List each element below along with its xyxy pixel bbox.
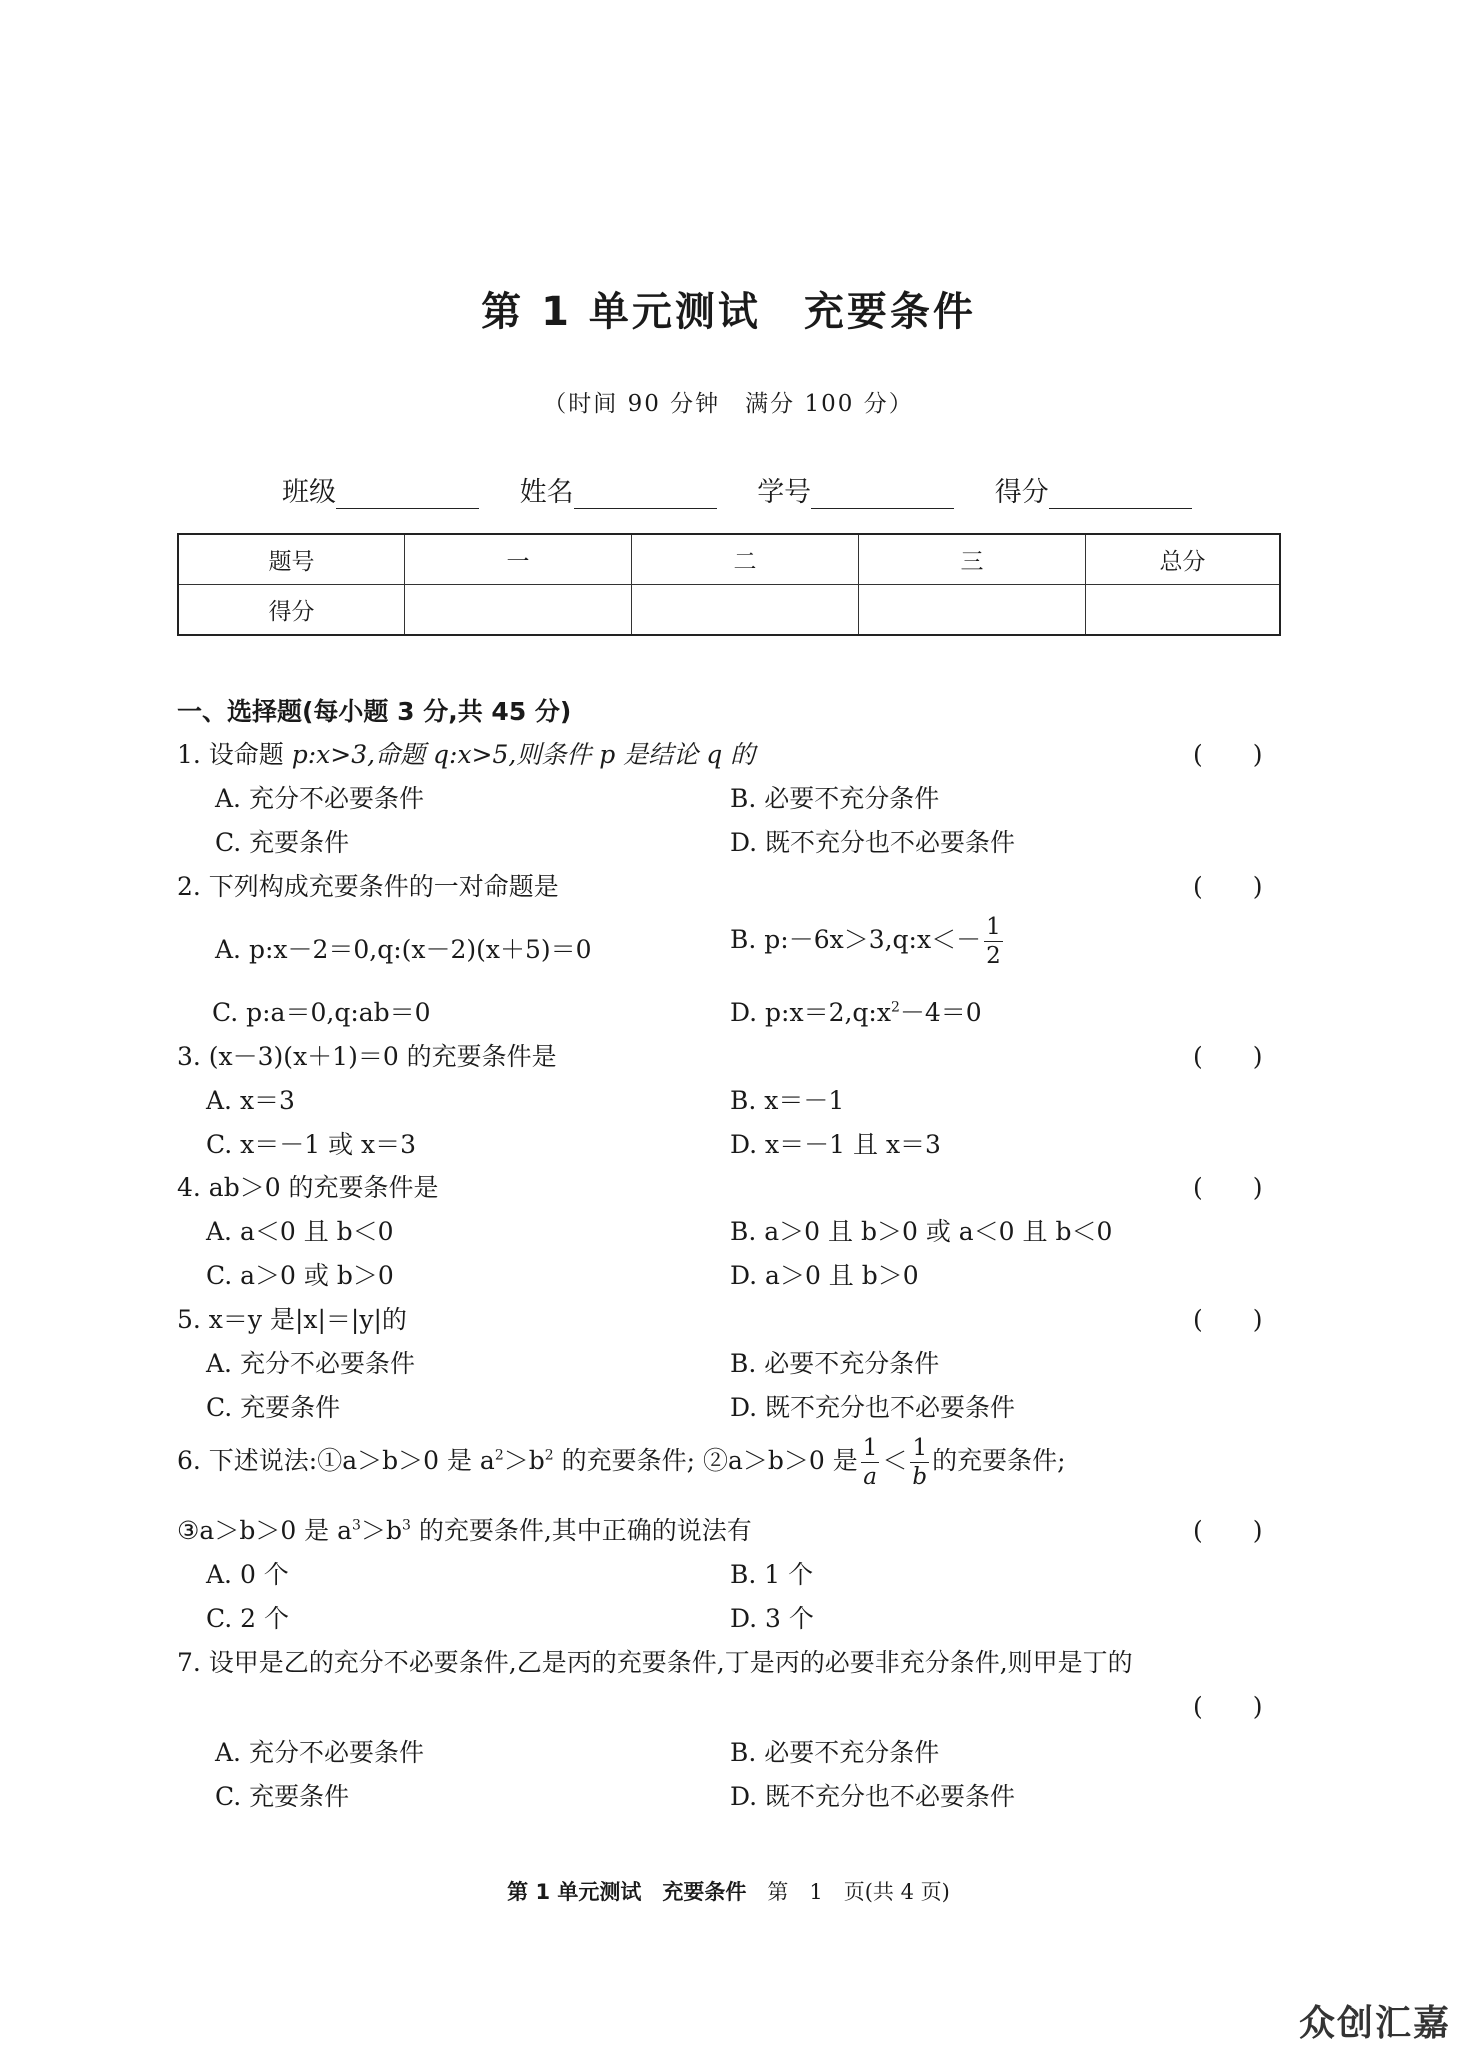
option-d[interactable]: D. 既不充分也不必要条件	[730, 1782, 1016, 1811]
table-cell: 一	[405, 534, 632, 585]
option-b[interactable]: B. p:－6x＞3,q:x＜－ $\frac{1}{2}$	[730, 914, 1001, 969]
option-d[interactable]: D. $p:x=2,q:x^2-4=0$	[730, 998, 982, 1027]
option-b[interactable]: B. a＞0 且 b＞0 或 a＜0 且 b＜0	[730, 1217, 1113, 1246]
table-cell: 三	[859, 534, 1086, 585]
option-a[interactable]: A. 充分不必要条件	[206, 1349, 415, 1378]
option-a[interactable]: A. 充分不必要条件	[215, 1738, 424, 1767]
answer-bracket[interactable]: ( )	[1193, 1173, 1263, 1202]
student-info-row	[282, 470, 1192, 509]
answer-bracket[interactable]: ( )	[1193, 1692, 1263, 1721]
footer-title: 第 1 单元测试 充要条件	[507, 1880, 747, 1904]
section-title: 一、选择题(每小题 3 分,共 45 分)	[177, 697, 572, 726]
student-no-label: 学号	[757, 477, 812, 508]
watermark-logo: 众创汇嘉	[1298, 2003, 1451, 2044]
option-c[interactable]: C. x＝－1 或 x＝3	[206, 1130, 417, 1159]
option-a[interactable]: A. 0 个	[206, 1560, 289, 1589]
question-2-stem: 2. 下列构成充要条件的一对命题是	[177, 872, 559, 901]
answer-bracket[interactable]: ( )	[1193, 740, 1263, 769]
option-a[interactable]: A. x＝3	[206, 1086, 295, 1115]
exam-time-info: （时间 90 分钟 满分 100 分）	[543, 391, 914, 417]
student-no-blank[interactable]	[811, 480, 954, 509]
option-d[interactable]: D. 既不充分也不必要条件	[730, 1393, 1016, 1422]
class-blank[interactable]	[336, 480, 479, 509]
fraction: $\frac{1}{a}$	[862, 1435, 878, 1490]
option-a[interactable]: A. 充分不必要条件	[215, 784, 424, 813]
fraction: $\frac{1}{b}$	[912, 1435, 928, 1490]
table-cell: 题号	[178, 534, 405, 585]
score-cell[interactable]	[632, 585, 859, 636]
question-6-stem-line2: ③a＞b＞0 是 $a^3>b^3$ 的充要条件,其中正确的说法有	[177, 1516, 752, 1545]
option-c[interactable]: C. 充要条件	[215, 828, 350, 857]
answer-bracket[interactable]: ( )	[1193, 1042, 1263, 1071]
question-1-stem: 1. 设命题 p:x>3,命题 q:x>5,则条件 p 是结论 q 的	[177, 740, 756, 769]
option-c[interactable]: C. p:a＝0,q:ab＝0	[212, 998, 431, 1027]
name-label: 姓名	[519, 477, 574, 508]
score-cell[interactable]	[405, 585, 632, 636]
option-d[interactable]: D. 3 个	[730, 1604, 814, 1633]
fraction: $\frac{1}{2}$	[986, 914, 1001, 969]
option-a[interactable]: A. a＜0 且 b＜0	[206, 1217, 394, 1246]
score-label: 得分	[994, 477, 1049, 508]
score-cell[interactable]	[1086, 585, 1281, 636]
answer-bracket[interactable]: ( )	[1193, 1516, 1263, 1545]
page-title: 第 1 单元测试 充要条件	[481, 289, 976, 335]
score-table	[177, 533, 1281, 636]
option-b[interactable]: B. x＝－1	[730, 1086, 845, 1115]
option-b[interactable]: B. 1 个	[730, 1560, 814, 1589]
table-cell: 总分	[1086, 534, 1281, 585]
question-6-stem: 6. 下述说法:①a＞b＞0 是 $a^2>b^2$ 的充要条件; ②a＞b＞0 是 $\frac{1}{a}$ ＜ $\frac{1}{b}$ 的充要条件;	[177, 1435, 1066, 1490]
table-cell: 得分	[178, 585, 405, 636]
option-b[interactable]: B. 必要不充分条件	[730, 1349, 940, 1378]
option-b[interactable]: B. 必要不充分条件	[730, 784, 940, 813]
score-table-score-row	[178, 585, 1280, 636]
question-4-stem: 4. ab＞0 的充要条件是	[177, 1173, 439, 1202]
score-cell[interactable]	[859, 585, 1086, 636]
table-cell: 二	[632, 534, 859, 585]
option-d[interactable]: D. x＝－1 且 x＝3	[730, 1130, 941, 1159]
question-7-stem: 7. 设甲是乙的充分不必要条件,乙是丙的充要条件,丁是丙的必要非充分条件,则甲是丁的	[177, 1648, 1133, 1677]
option-d[interactable]: D. 既不充分也不必要条件	[730, 828, 1016, 857]
option-c[interactable]: C. 充要条件	[215, 1782, 350, 1811]
question-3-stem: 3. (x－3)(x＋1)＝0 的充要条件是	[177, 1042, 557, 1071]
footer-page-number: 第 1 页(共 4 页)	[767, 1880, 950, 1904]
option-c[interactable]: C. 充要条件	[206, 1393, 341, 1422]
option-d[interactable]: D. a＞0 且 b＞0	[730, 1261, 919, 1290]
name-blank[interactable]	[574, 480, 717, 509]
answer-bracket[interactable]: ( )	[1193, 872, 1263, 901]
score-table-header-row	[178, 534, 1280, 585]
answer-bracket[interactable]: ( )	[1193, 1305, 1263, 1334]
option-c[interactable]: C. 2 个	[206, 1604, 289, 1633]
page-footer	[0, 1876, 1457, 1906]
option-a[interactable]: A. p:x－2＝0,q:(x－2)(x＋5)＝0	[215, 935, 592, 964]
question-5-stem: 5. x＝y 是|x|＝|y|的	[177, 1305, 407, 1334]
score-blank[interactable]	[1049, 480, 1192, 509]
class-label: 班级	[282, 477, 336, 508]
option-b[interactable]: B. 必要不充分条件	[730, 1738, 940, 1767]
option-c[interactable]: C. a＞0 或 b＞0	[206, 1261, 394, 1290]
